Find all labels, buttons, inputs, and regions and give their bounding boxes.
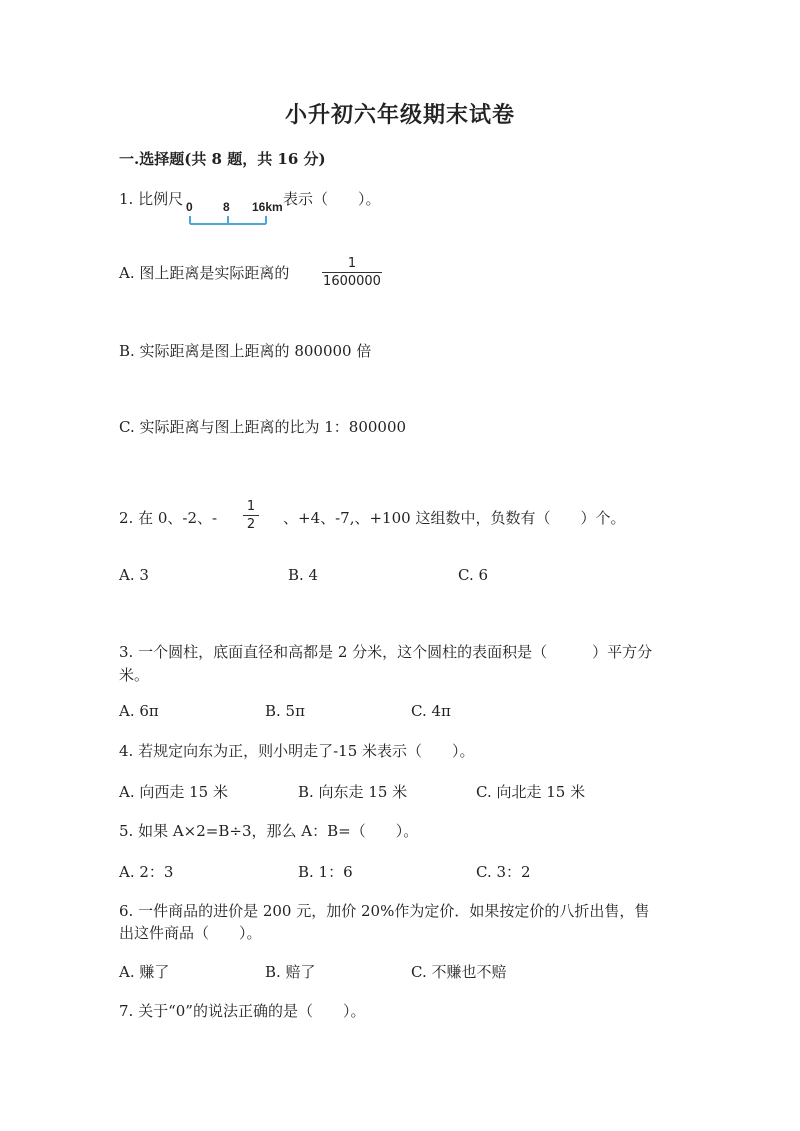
scale-tick-label: 8 xyxy=(223,200,230,214)
q3-option-a: A. 6π xyxy=(119,702,159,720)
q1-option-a: A. 图上距离是实际距离的 xyxy=(119,264,290,282)
q2-fraction xyxy=(243,499,259,532)
q1-option-c: C. 实际距离与图上距离的比为 1：800000 xyxy=(119,418,407,436)
fraction-denominator: 1600000 xyxy=(323,274,381,289)
scale-bar-figure xyxy=(186,200,282,228)
q2-prefix: 2. 在 0、-2、- xyxy=(119,509,218,527)
q4-option-a: A. 向西走 15 米 xyxy=(119,783,228,801)
q6-option-b: B. 赔了 xyxy=(265,963,316,981)
fraction-denominator: 2 xyxy=(246,517,256,532)
exam-title: 小升初六年级期末试卷 xyxy=(284,102,515,128)
q2-option-b: B. 4 xyxy=(288,566,319,584)
q4-option-c: C. 向北走 15 米 xyxy=(476,783,586,801)
section-heading: 一.选择题(共 8 题，共 16 分) xyxy=(119,150,326,168)
q4-text: 4. 若规定向东为正，则小明走了-15 米表示（ ）。 xyxy=(119,742,475,760)
q5-option-a: A. 2：3 xyxy=(119,863,174,881)
q2-option-a: A. 3 xyxy=(119,566,149,584)
q3-text-line2: 米。 xyxy=(119,666,150,684)
q1-prefix: 1. 比例尺 xyxy=(119,190,184,208)
q4-option-b: B. 向东走 15 米 xyxy=(298,783,408,801)
q5-option-b: B. 1：6 xyxy=(298,863,353,881)
q1-option-b: B. 实际距离是图上距离的 800000 倍 xyxy=(119,342,372,360)
fraction-numerator: 1 xyxy=(246,499,256,514)
q7-text: 7. 关于“0”的说法正确的是（ ）。 xyxy=(119,1002,366,1020)
fraction-numerator: 1 xyxy=(347,256,357,271)
q3-option-b: B. 5π xyxy=(265,702,305,720)
q1-option-a-fraction xyxy=(322,256,382,289)
scale-tick-label: 0 xyxy=(186,200,193,214)
q1-suffix: 表示（ ）。 xyxy=(283,190,381,208)
q5-option-c: C. 3：2 xyxy=(476,863,531,881)
q3-option-c: C. 4π xyxy=(411,702,451,720)
q2-suffix: 、+4、-7,、+100 这组数中，负数有（ ）个。 xyxy=(283,509,626,527)
q6-option-c: C. 不赚也不赔 xyxy=(411,963,507,981)
q2-option-c: C. 6 xyxy=(458,566,489,584)
scale-tick-label: 16km xyxy=(252,200,283,214)
q6-text-line2: 出这件商品（ ）。 xyxy=(119,924,262,942)
q6-text-line1: 6. 一件商品的进价是 200 元，加价 20%作为定价．如果按定价的八折出售，售 xyxy=(119,902,650,920)
scale-bar xyxy=(186,214,282,228)
q6-option-a: A. 赚了 xyxy=(119,963,170,981)
q5-text: 5. 如果 A×2=B÷3，那么 A：B=（ ）。 xyxy=(119,822,419,840)
q3-text-line1: 3. 一个圆柱，底面直径和高都是 2 分米，这个圆柱的表面积是（ ）平方分 xyxy=(119,643,653,661)
